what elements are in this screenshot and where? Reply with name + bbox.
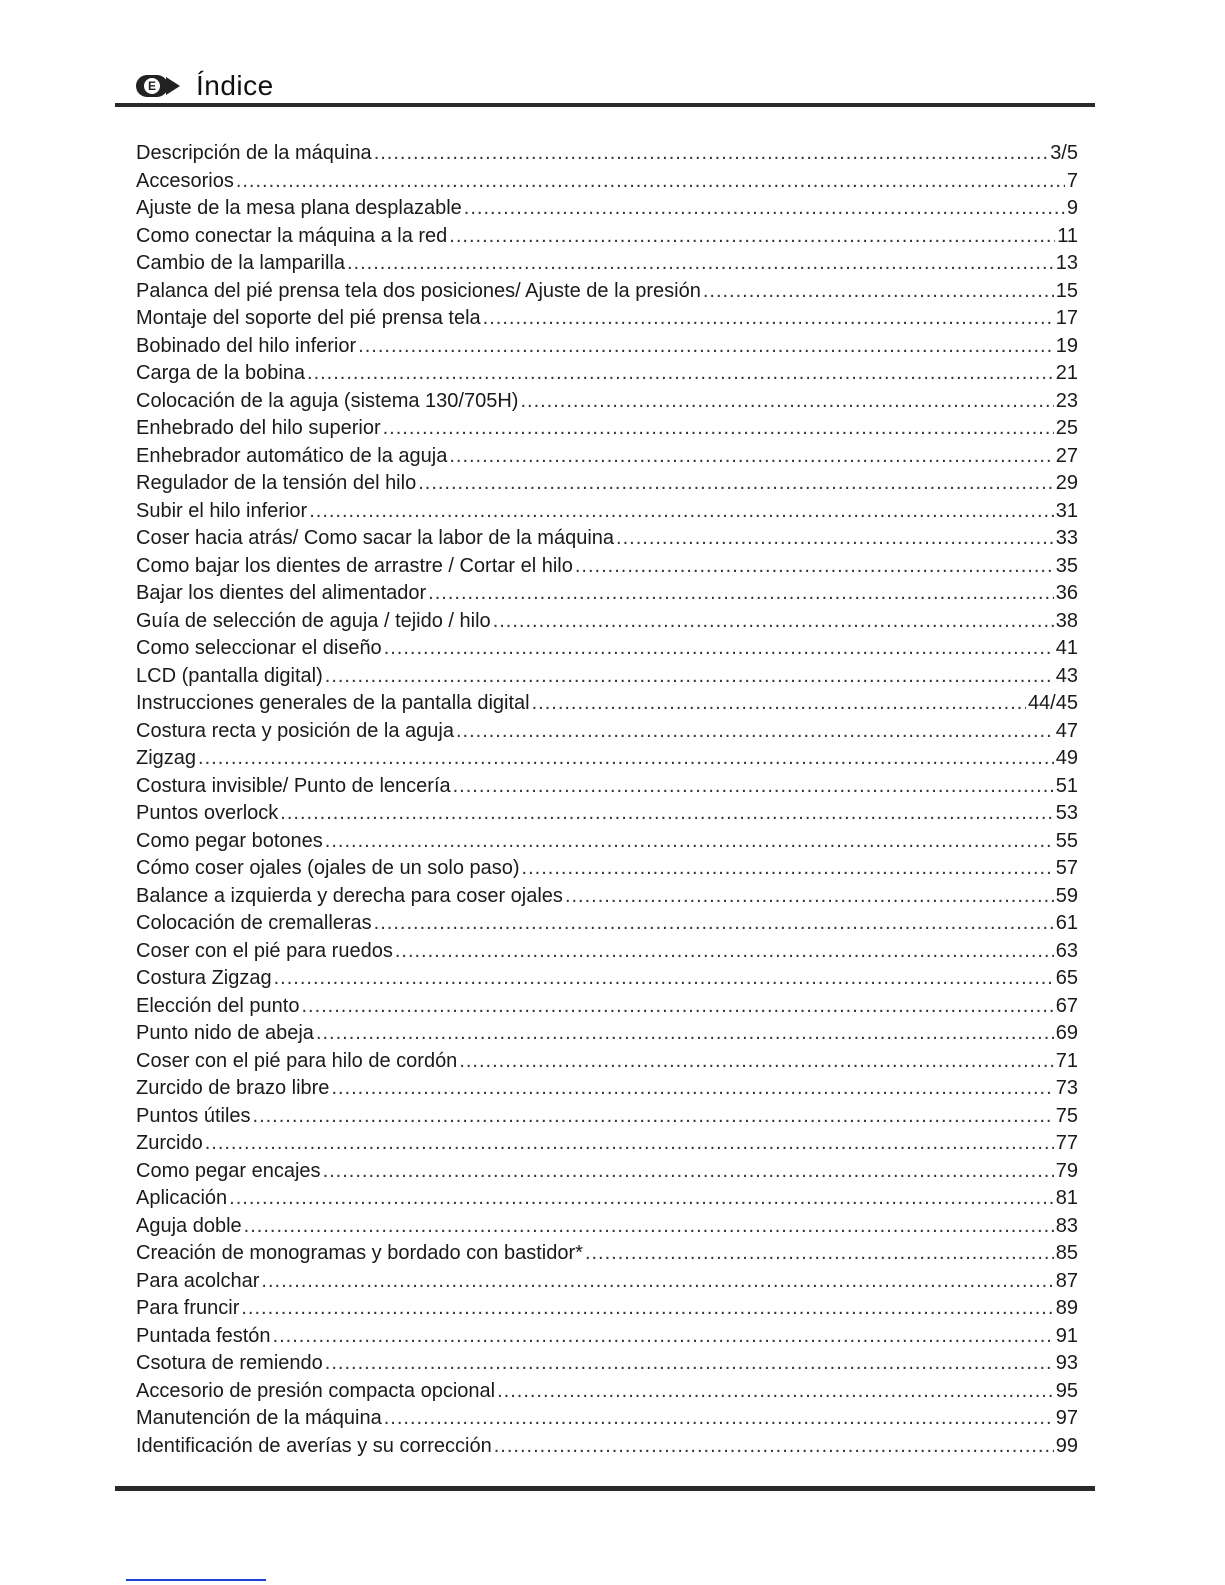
toc-entry-label: Costura recta y posición de la aguja: [136, 719, 454, 742]
toc-entry-label: Accesorios: [136, 169, 234, 192]
toc-entry: [136, 443, 1078, 471]
toc-entry-label: Enhebrado del hilo superior: [136, 417, 381, 439]
toc-entry-page-number: 38: [1055, 609, 1078, 632]
toc-entry-page-number: 93: [1055, 1352, 1078, 1374]
toc-entry: [136, 498, 1078, 526]
toc-dot-leader: [325, 828, 1054, 856]
toc-entry-page-number: 36: [1055, 582, 1078, 604]
toc-entry: [136, 553, 1078, 581]
toc-entry-page-number: 91: [1055, 1324, 1078, 1347]
toc-dot-leader: [453, 773, 1054, 801]
toc-dot-leader: [309, 498, 1054, 526]
toc-entry-page-number: 63: [1055, 939, 1078, 962]
toc-entry-page-number: 11: [1057, 224, 1078, 247]
toc-entry: [136, 1323, 1078, 1351]
page-header: [136, 68, 274, 104]
toc-entry-label: Bajar los dientes del alimentador: [136, 582, 427, 604]
toc-entry-label: Para fruncir: [136, 1297, 240, 1319]
toc-entry: [136, 415, 1078, 443]
toc-entry: [136, 223, 1078, 251]
page-edge-mark: [126, 1579, 266, 1581]
toc-entry-page-number: 79: [1055, 1159, 1078, 1182]
toc-entry: [136, 1268, 1078, 1296]
toc-dot-leader: [616, 525, 1054, 553]
toc-entry-label: Palanca del pié prensa tela dos posiciones/ Ajuste de la presión: [136, 279, 701, 302]
toc-entry: [136, 250, 1078, 278]
toc-entry-page-number: 83: [1055, 1214, 1078, 1237]
toc-entry: [136, 773, 1078, 801]
footer-divider: [115, 1486, 1095, 1491]
toc-dot-leader: [274, 965, 1054, 993]
toc-entry: [136, 1240, 1078, 1268]
toc-entry-label: Como bajar los dientes de arrastre / Cortar el hilo: [136, 554, 573, 577]
toc-entry-label: Puntos útiles: [136, 1104, 251, 1127]
toc-entry: [136, 140, 1078, 168]
toc-entry: [136, 965, 1078, 993]
toc-entry: [136, 1158, 1078, 1186]
toc-dot-leader: [358, 333, 1054, 361]
toc-entry-label: Coser hacia atrás/ Como sacar la labor de la máquina: [136, 527, 615, 549]
toc-dot-leader: [323, 1158, 1054, 1186]
toc-entry: [136, 1295, 1078, 1323]
toc-dot-leader: [456, 718, 1054, 746]
toc-entry-page-number: 21: [1055, 362, 1078, 384]
toc-entry-label: Como seleccionar el diseño: [136, 637, 382, 659]
toc-dot-leader: [575, 553, 1054, 581]
toc-entry-page-number: 44/45: [1027, 692, 1078, 714]
toc-entry-page-number: 85: [1055, 1242, 1078, 1264]
toc-entry: [136, 1213, 1078, 1241]
toc-entry-label: Aguja doble: [136, 1214, 242, 1237]
toc-entry: [136, 168, 1078, 196]
toc-entry-page-number: 77: [1055, 1132, 1078, 1154]
toc-entry: [136, 718, 1078, 746]
toc-entry-label: Como pegar encajes: [136, 1159, 321, 1182]
toc-entry: [136, 993, 1078, 1021]
toc-entry-page-number: 9: [1066, 197, 1078, 219]
language-badge-letter: E: [144, 78, 160, 94]
toc-entry: [136, 1130, 1078, 1158]
toc-entry-label: Balance a izquierda y derecha para coser ojales: [136, 884, 563, 907]
toc-entry-page-number: 23: [1055, 389, 1078, 412]
toc-entry: [136, 883, 1078, 911]
toc-entry-page-number: 67: [1055, 994, 1078, 1017]
toc-entry-label: Como pegar botones: [136, 829, 323, 852]
toc-dot-leader: [418, 470, 1054, 498]
toc-dot-leader: [383, 415, 1054, 443]
toc-entry-label: Creación de monogramas y bordado con bastidor*: [136, 1242, 583, 1264]
toc-entry-label: Carga de la bobina: [136, 362, 306, 384]
toc-entry-label: Colocación de la aguja (sistema 130/705H): [136, 389, 519, 412]
toc-entry-page-number: 3/5: [1050, 142, 1078, 164]
toc-dot-leader: [261, 1268, 1053, 1296]
toc-entry-label: Para acolchar: [136, 1269, 260, 1292]
toc-entry-label: Montaje del soporte del pié prensa tela: [136, 307, 481, 329]
toc-dot-leader: [449, 443, 1053, 471]
toc-entry-page-number: 71: [1055, 1049, 1078, 1072]
toc-entry-page-number: 31: [1055, 499, 1078, 522]
toc-entry-page-number: 47: [1055, 719, 1078, 742]
toc-dot-leader: [273, 1323, 1054, 1351]
toc-entry: [136, 1378, 1078, 1406]
toc-entry-page-number: 99: [1055, 1434, 1078, 1457]
toc-entry-page-number: 97: [1055, 1407, 1078, 1429]
toc-dot-leader: [497, 1378, 1054, 1406]
toc-entry-page-number: 33: [1055, 527, 1078, 549]
table-of-contents: [136, 140, 1078, 1460]
toc-entry-label: Subir el hilo inferior: [136, 499, 308, 522]
toc-entry-page-number: 89: [1055, 1297, 1078, 1319]
toc-entry-label: Coser con el pié para hilo de cordón: [136, 1049, 458, 1072]
toc-entry-page-number: 75: [1055, 1104, 1078, 1127]
toc-entry-label: Instrucciones generales de la pantalla digital: [136, 692, 530, 714]
toc-entry: [136, 1405, 1078, 1433]
toc-entry-label: Coser con el pié para ruedos: [136, 939, 393, 962]
toc-entry-label: Zigzag: [136, 747, 197, 769]
toc-dot-leader: [307, 360, 1054, 388]
header-divider: [115, 103, 1095, 107]
language-badge: [136, 75, 168, 97]
toc-dot-leader: [459, 1048, 1053, 1076]
toc-entry-page-number: 29: [1055, 472, 1078, 494]
toc-entry-label: Puntada festón: [136, 1324, 271, 1347]
toc-entry-page-number: 27: [1055, 444, 1078, 467]
toc-entry: [136, 360, 1078, 388]
toc-dot-leader: [494, 1433, 1054, 1461]
toc-entry: [136, 580, 1078, 608]
toc-entry-page-number: 57: [1055, 857, 1078, 879]
toc-dot-leader: [585, 1240, 1054, 1268]
toc-entry-page-number: 87: [1055, 1269, 1078, 1292]
toc-entry-label: Identificación de averías y su corrección: [136, 1434, 492, 1457]
toc-entry: [136, 195, 1078, 223]
toc-entry-page-number: 7: [1066, 169, 1078, 192]
toc-dot-leader: [374, 140, 1049, 168]
toc-dot-leader: [301, 993, 1053, 1021]
toc-dot-leader: [241, 1295, 1053, 1323]
toc-entry-label: Ajuste de la mesa plana desplazable: [136, 197, 462, 219]
toc-entry: [136, 1075, 1078, 1103]
toc-entry-page-number: 73: [1055, 1077, 1078, 1099]
toc-entry: [136, 800, 1078, 828]
toc-entry-page-number: 13: [1055, 252, 1078, 274]
toc-entry-page-number: 53: [1055, 802, 1078, 824]
toc-dot-leader: [236, 168, 1065, 196]
toc-dot-leader: [244, 1213, 1054, 1241]
toc-entry-label: Elección del punto: [136, 994, 300, 1017]
toc-entry-label: Zurcido: [136, 1132, 203, 1154]
toc-entry-page-number: 43: [1055, 664, 1078, 687]
toc-entry-label: Costura Zigzag: [136, 967, 272, 989]
toc-entry: [136, 1020, 1078, 1048]
toc-dot-leader: [449, 223, 1055, 251]
toc-entry-page-number: 51: [1055, 774, 1078, 797]
toc-entry-page-number: 49: [1055, 747, 1078, 769]
toc-entry-page-number: 81: [1055, 1187, 1078, 1209]
toc-entry: [136, 278, 1078, 306]
toc-dot-leader: [198, 745, 1054, 773]
toc-entry-page-number: 55: [1055, 829, 1078, 852]
toc-entry: [136, 608, 1078, 636]
toc-entry: [136, 663, 1078, 691]
toc-dot-leader: [205, 1130, 1054, 1158]
toc-entry-page-number: 17: [1055, 307, 1078, 329]
toc-entry-label: Regulador de la tensión del hilo: [136, 472, 417, 494]
toc-entry-label: Como conectar la máquina a la red: [136, 224, 448, 247]
toc-dot-leader: [347, 250, 1054, 278]
toc-dot-leader: [331, 1075, 1053, 1103]
toc-entry: [136, 305, 1078, 333]
toc-entry-page-number: 25: [1055, 417, 1078, 439]
toc-entry-label: Descripción de la máquina: [136, 142, 372, 164]
toc-dot-leader: [229, 1185, 1054, 1213]
toc-entry-page-number: 69: [1055, 1022, 1078, 1044]
toc-entry: [136, 938, 1078, 966]
toc-dot-leader: [464, 195, 1065, 223]
toc-entry: [136, 470, 1078, 498]
toc-entry: [136, 1350, 1078, 1378]
toc-entry-label: Aplicación: [136, 1187, 228, 1209]
toc-dot-leader: [384, 635, 1054, 663]
toc-dot-leader: [395, 938, 1054, 966]
toc-entry-label: Puntos overlock: [136, 802, 279, 824]
toc-entry-page-number: 35: [1055, 554, 1078, 577]
toc-entry-label: Cambio de la lamparilla: [136, 252, 345, 274]
toc-dot-leader: [374, 910, 1054, 938]
toc-dot-leader: [703, 278, 1054, 306]
toc-dot-leader: [325, 663, 1054, 691]
toc-entry-label: Csotura de remiendo: [136, 1352, 323, 1374]
toc-dot-leader: [428, 580, 1054, 608]
toc-entry: [136, 828, 1078, 856]
toc-entry-label: Colocación de cremalleras: [136, 912, 372, 934]
toc-entry: [136, 910, 1078, 938]
toc-entry-page-number: 61: [1055, 912, 1078, 934]
toc-entry-page-number: 19: [1055, 334, 1078, 357]
toc-entry: [136, 745, 1078, 773]
toc-entry-label: Guía de selección de aguja / tejido / hilo: [136, 609, 491, 632]
toc-entry-label: Enhebrador automático de la aguja: [136, 444, 448, 467]
toc-dot-leader: [565, 883, 1054, 911]
toc-entry: [136, 1433, 1078, 1461]
toc-entry-label: Costura invisible/ Punto de lencería: [136, 774, 451, 797]
toc-entry: [136, 1103, 1078, 1131]
toc-entry-page-number: 59: [1055, 884, 1078, 907]
toc-entry: [136, 1048, 1078, 1076]
toc-entry-page-number: 41: [1055, 637, 1078, 659]
toc-entry-page-number: 65: [1055, 967, 1078, 989]
toc-entry-label: Manutención de la máquina: [136, 1407, 382, 1429]
toc-dot-leader: [522, 855, 1054, 883]
toc-entry-label: LCD (pantalla digital): [136, 664, 323, 687]
toc-entry: [136, 333, 1078, 361]
toc-entry-label: Bobinado del hilo inferior: [136, 334, 357, 357]
toc-entry-label: Zurcido de brazo libre: [136, 1077, 330, 1099]
toc-entry-label: Cómo coser ojales (ojales de un solo paso): [136, 857, 520, 879]
toc-dot-leader: [316, 1020, 1054, 1048]
toc-entry: [136, 690, 1078, 718]
toc-dot-leader: [532, 690, 1026, 718]
page-title: Índice: [196, 70, 274, 101]
toc-dot-leader: [253, 1103, 1054, 1131]
toc-entry-page-number: 15: [1055, 279, 1078, 302]
toc-entry: [136, 1185, 1078, 1213]
toc-dot-leader: [384, 1405, 1054, 1433]
toc-entry-label: Punto nido de abeja: [136, 1022, 314, 1044]
toc-entry: [136, 388, 1078, 416]
toc-dot-leader: [483, 305, 1054, 333]
toc-dot-leader: [325, 1350, 1054, 1378]
language-e-arrow-icon: [136, 73, 182, 99]
toc-dot-leader: [493, 608, 1054, 636]
arrow-right-icon: [166, 77, 180, 95]
toc-entry-page-number: 95: [1055, 1379, 1078, 1402]
toc-entry: [136, 635, 1078, 663]
toc-entry: [136, 525, 1078, 553]
toc-dot-leader: [280, 800, 1053, 828]
toc-entry: [136, 855, 1078, 883]
toc-entry-label: Accesorio de presión compacta opcional: [136, 1379, 496, 1402]
toc-dot-leader: [520, 388, 1053, 416]
